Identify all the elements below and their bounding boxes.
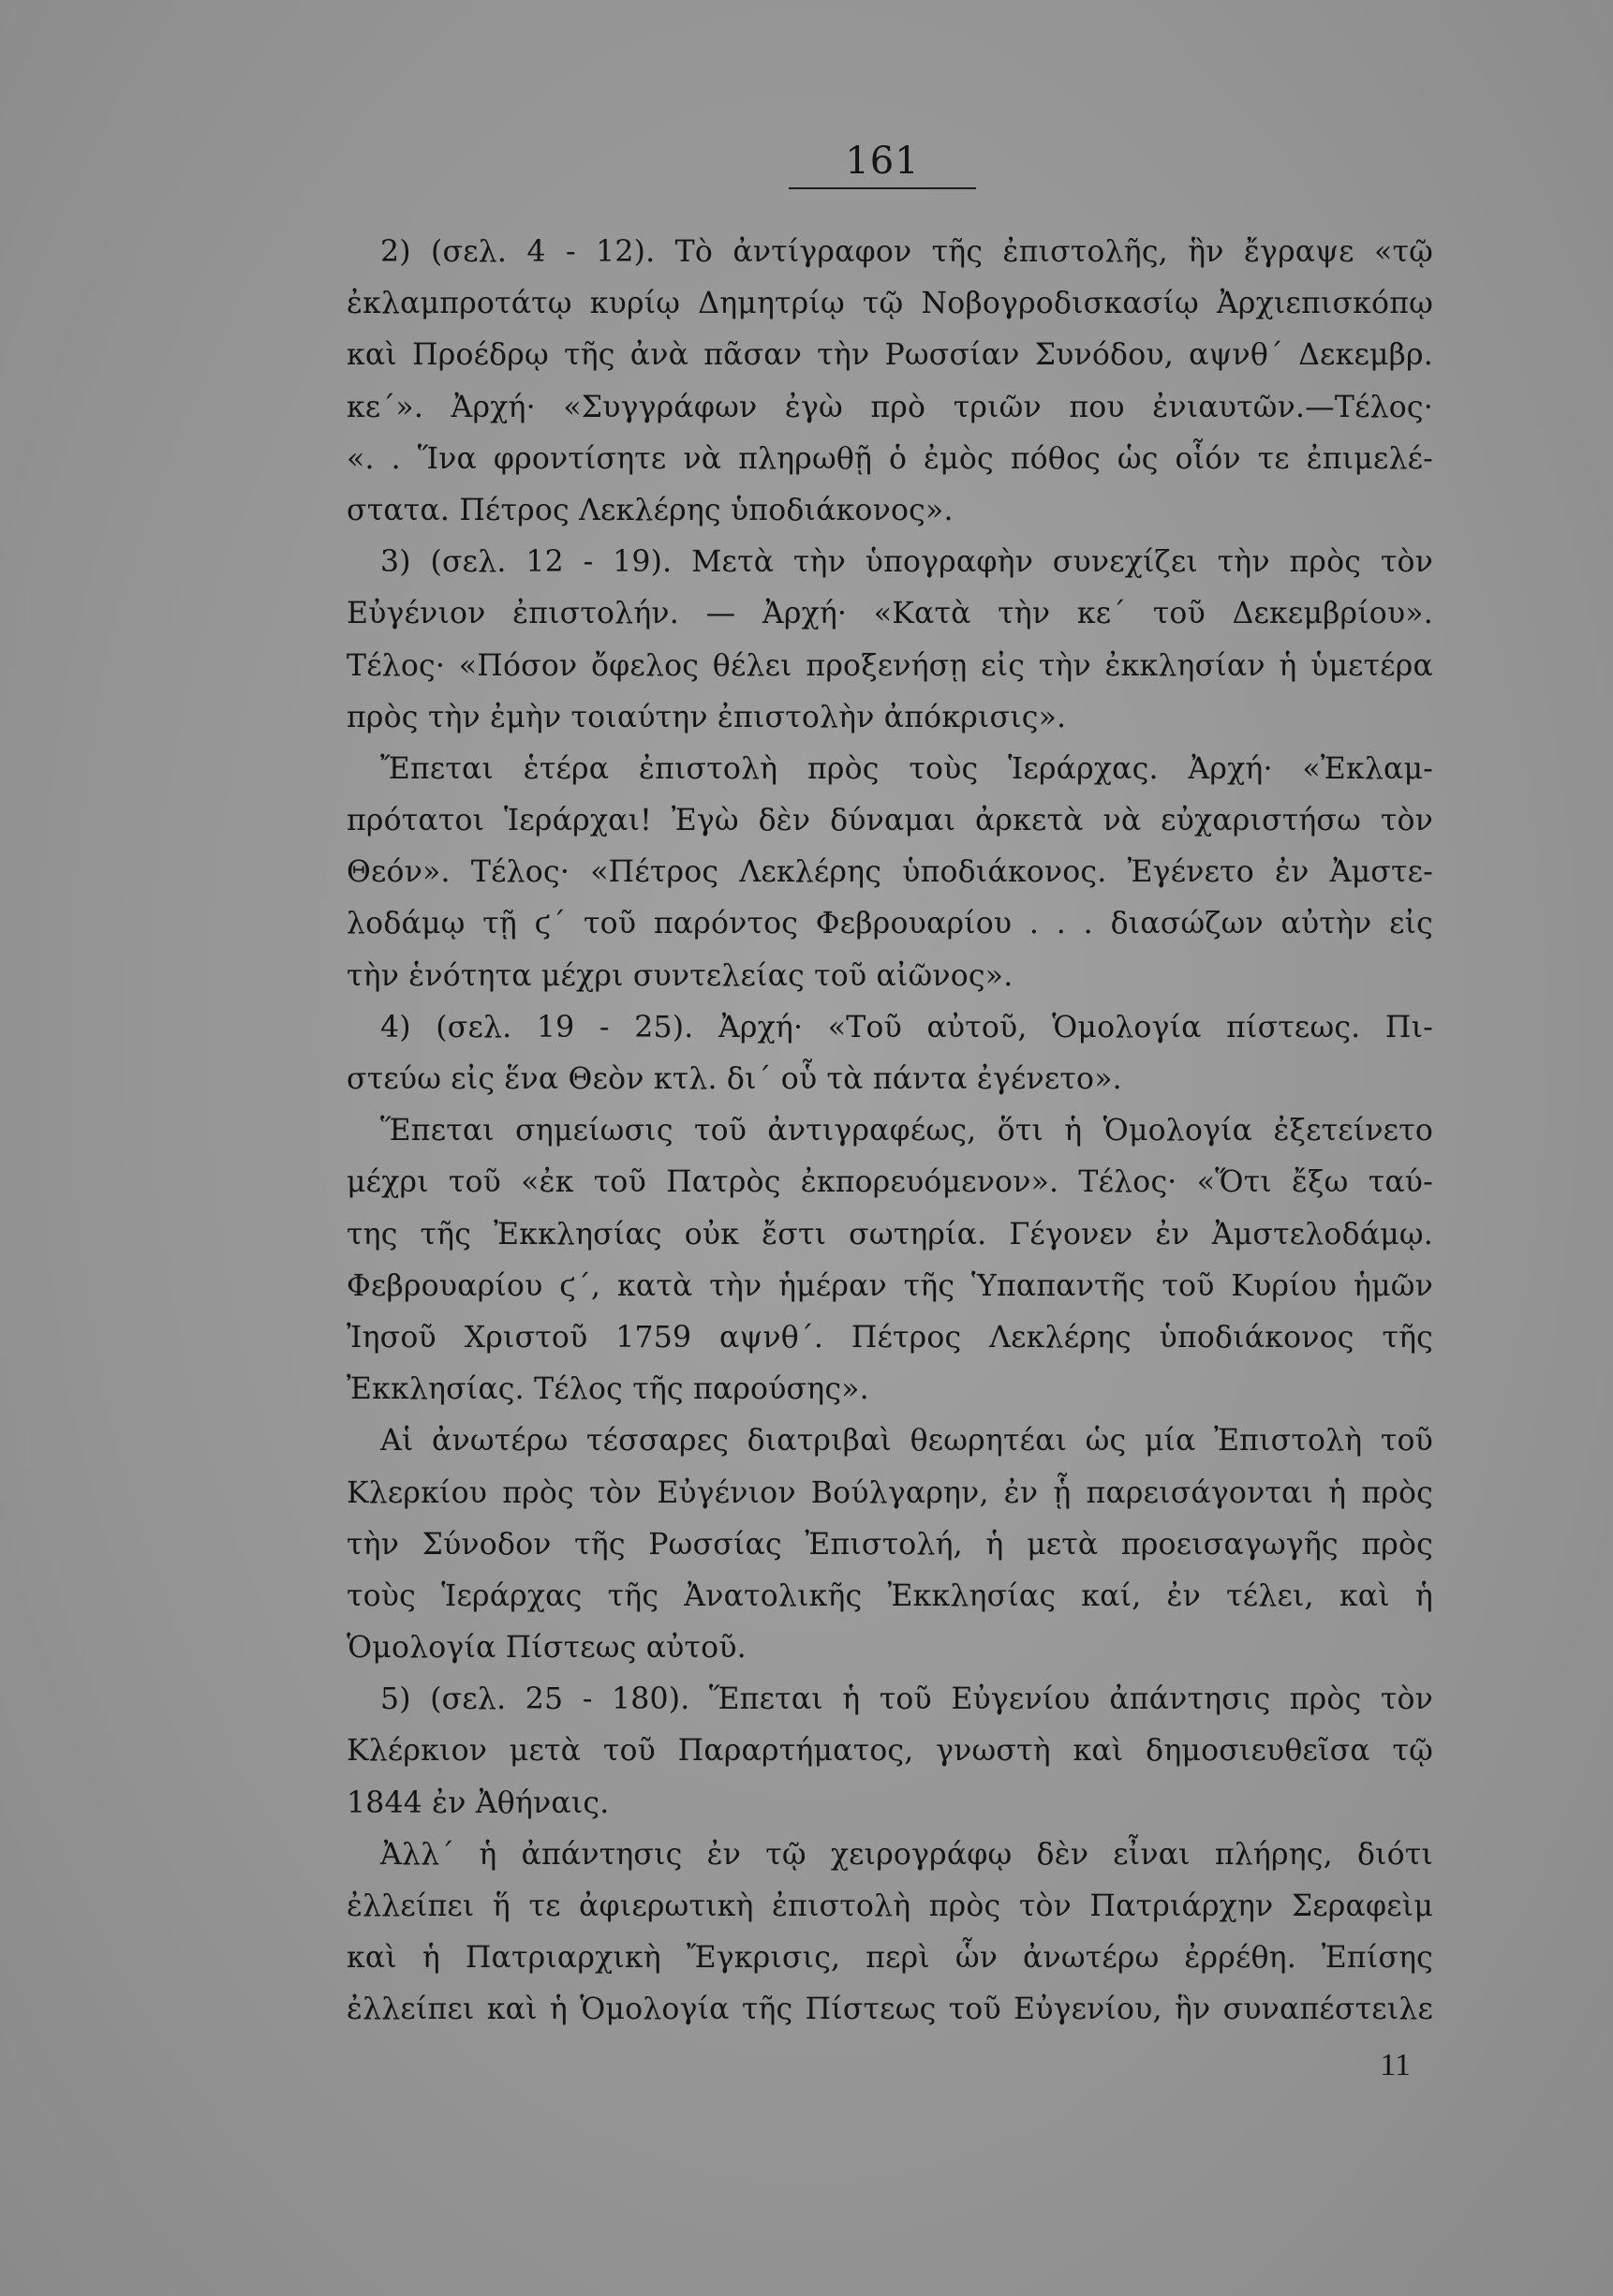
text-line: λοδάμῳ τῇ ϛ΄ τοῦ παρόντος Φεβρουαρίου . . . διασώζων αὐτὴν εἰς xyxy=(347,907,1433,941)
header-rule xyxy=(789,187,976,189)
text-line: Ὁμολογία Πίστεως αὐτοῦ. xyxy=(347,1631,747,1666)
text-line: 5) (σελ. 25 - 180). Ἕπεται ἡ τοῦ Εὐγενίου ἀπάντησις πρὸς τὸν xyxy=(380,1682,1433,1717)
text-line: Ἐκκλησίας. Τέλος τῆς παρούσης». xyxy=(347,1372,869,1407)
text-line: Τέλος· «Πόσον ὄφελος θέλει προξενήσῃ εἰς τὴν ἐκκλησίαν ἡ ὑμετέρα xyxy=(347,648,1433,683)
text-line: Κλερκίου πρὸς τὸν Εὐγένιον Βούλγαρην, ἐν ᾗ παρεισάγονται ἡ πρὸς xyxy=(347,1475,1433,1510)
text-line: τὴν ἑνότητα μέχρι συντελείας τοῦ αἰῶνος». xyxy=(347,958,1014,993)
text-line: στεύω εἰς ἕνα Θεὸν κτλ. δι΄ οὗ τὰ πάντα ἐγένετο». xyxy=(347,1062,1122,1096)
text-line: τοὺς Ἱεράρχας τῆς Ἀνατολικῆς Ἐκκλησίας καί, ἐν τέλει, καὶ ἡ xyxy=(347,1578,1433,1613)
text-line: Εὐγένιον ἐπιστολήν. — Ἀρχή· «Κατὰ τὴν κε΄ τοῦ Δεκεμβρίου». xyxy=(347,597,1433,631)
text-line: Ἀλλ΄ ἡ ἀπάντησις ἐν τῷ χειρογράφῳ δὲν εἶναι πλήρης, διότι xyxy=(380,1837,1433,1872)
text-line: Αἱ ἀνωτέρω τέσσαρες διατριβαὶ θεωρητέαι ὡς μία Ἐπιστολὴ τοῦ xyxy=(380,1424,1433,1459)
page-body xyxy=(347,227,1433,2037)
page-number: 161 xyxy=(845,140,920,183)
text-line: Ἰησοῦ Χριστοῦ 1759 αψνθ΄. Πέτρος Λεκλέρης ὑποδιάκονος τῆς xyxy=(347,1320,1433,1355)
text-line: καὶ Προέδρῳ τῆς ἀνὰ πᾶσαν τὴν Ρωσσίαν Συνόδου, αψνθ΄ Δεκεμβρ. xyxy=(347,338,1433,373)
text-line: πρότατοι Ἱεράρχαι! Ἐγὼ δὲν δύναμαι ἀρκετὰ νὰ εὐχαριστήσω τὸν xyxy=(347,804,1433,838)
text-line: 1844 ἐν Ἀθήναις. xyxy=(347,1785,610,1820)
text-line: κε΄». Ἀρχή· «Συγγράφων ἐγὼ πρὸ τριῶν που ἐνιαυτῶν.—Τέλος· xyxy=(347,390,1433,424)
text-line: «. . Ἵνα φροντίσητε νὰ πληρωθῇ ὁ ἐμὸς πόθος ὡς οἷόν τε ἐπιμελέ- xyxy=(347,441,1433,476)
text-line: μέχρι τοῦ «ἐκ τοῦ Πατρὸς ἐκπορευόμενον». Τέλος· «Ὅτι ἔξω ταύ- xyxy=(347,1165,1433,1200)
text-line: Ἕπεται σημείωσις τοῦ ἀντιγραφέως, ὅτι ἡ Ὁμολογία ἐξετείνετο xyxy=(380,1114,1433,1148)
text-line: της τῆς Ἐκκλησίας οὐκ ἔστι σωτηρία. Γέγονεν ἐν Ἀμστελοδάμῳ. xyxy=(347,1217,1433,1252)
text-line: καὶ ἡ Πατριαρχικὴ Ἔγκρισις, περὶ ὧν ἀνωτέρω ἐρρέθη. Ἐπίσης xyxy=(347,1941,1433,1976)
text-line: 3) (σελ. 12 - 19). Μετὰ τὴν ὑπογραφὴν συνεχίζει τὴν πρὸς τὸν xyxy=(380,545,1433,580)
text-line: ἐλλείπει καὶ ἡ Ὁμολογία τῆς Πίστεως τοῦ Εὐγενίου, ἣν συναπέστειλε xyxy=(347,1992,1433,2027)
text-line: ἐλλείπει ἥ τε ἀφιερωτικὴ ἐπιστολὴ πρὸς τὸν Πατριάρχην Σεραφεὶμ xyxy=(347,1889,1433,1923)
text-line: Ἔπεται ἑτέρα ἐπιστολὴ πρὸς τοὺς Ἱεράρχας. Ἀρχή· «Ἐκλαμ- xyxy=(380,751,1433,786)
text-line: πρὸς τὴν ἐμὴν τοιαύτην ἐπιστολὴν ἀπόκρισις». xyxy=(347,700,1067,734)
text-line: 4) (σελ. 19 - 25). Ἀρχή· «Τοῦ αὐτοῦ, Ὁμολογία πίστεως. Πι- xyxy=(380,1010,1433,1044)
text-line: ἐκλαμπροτάτῳ κυρίῳ Δημητρίῳ τῷ Νοβογροδισκασίῳ Ἀρχιεπισκόπῳ xyxy=(347,287,1433,321)
text-line: 2) (σελ. 4 - 12). Τὸ ἀντίγραφον τῆς ἐπιστολῆς, ἣν ἔγραψε «τῷ xyxy=(380,235,1433,269)
signature-mark: 11 xyxy=(1380,2048,1411,2082)
text-line: Κλέρκιον μετὰ τοῦ Παραρτήματος, γνωστὴ καὶ δημοσιευθεῖσα τῷ xyxy=(347,1734,1433,1769)
text-line: Φεβρουαρίου ϛ΄, κατὰ τὴν ἡμέραν τῆς Ὑπαπαντῆς τοῦ Κυρίου ἡμῶν xyxy=(347,1268,1433,1303)
text-line: στατα. Πέτρος Λεκλέρης ὑποδιάκονος». xyxy=(347,493,954,527)
text-line: Θεόν». Τέλος· «Πέτρος Λεκλέρης ὑποδιάκονος. Ἐγένετο ἐν Ἀμστε- xyxy=(347,855,1433,890)
text-line: τὴν Σύνοδον τῆς Ρωσσίας Ἐπιστολή, ἡ μετὰ προεισαγωγῆς πρὸς xyxy=(347,1527,1433,1562)
